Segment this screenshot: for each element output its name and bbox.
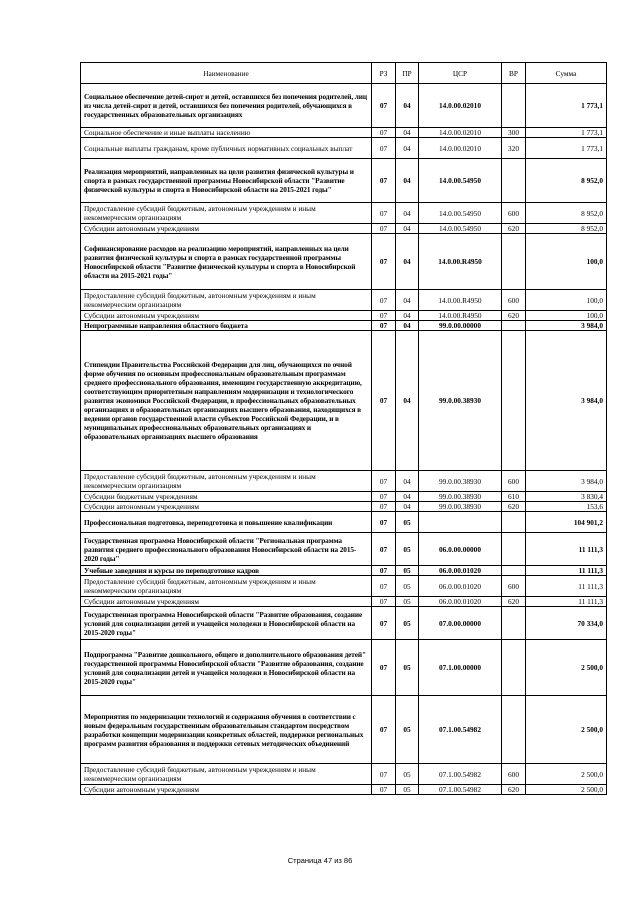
cell-vr bbox=[502, 512, 526, 533]
cell-name: Непрограммные направления областного бюджета bbox=[81, 321, 372, 331]
cell-name: Субсидии бюджетным учреждениям bbox=[81, 492, 372, 502]
cell-pr: 05 bbox=[396, 533, 419, 566]
cell-vr bbox=[502, 640, 526, 696]
cell-sum: 8 952,0 bbox=[526, 203, 607, 224]
cell-vr bbox=[502, 234, 526, 290]
cell-vr: 600 bbox=[502, 471, 526, 492]
table-row bbox=[81, 576, 607, 597]
cell-rz: 07 bbox=[372, 533, 396, 566]
header-name: Наименование bbox=[81, 63, 372, 84]
cell-rz: 07 bbox=[372, 471, 396, 492]
cell-sum: 8 952,0 bbox=[526, 224, 607, 234]
cell-vr bbox=[502, 331, 526, 471]
budget-table bbox=[80, 62, 607, 795]
cell-rz: 07 bbox=[372, 502, 396, 512]
cell-name: Предоставление субсидий бюджетным, автономным учреждениям и иным некоммерческим организациям bbox=[81, 203, 372, 224]
cell-sum: 11 111,3 bbox=[526, 576, 607, 597]
table-row bbox=[81, 492, 607, 502]
cell-csr: 07.1.00.00000 bbox=[419, 640, 502, 696]
cell-vr bbox=[502, 607, 526, 640]
table-row bbox=[81, 512, 607, 533]
table-row bbox=[81, 764, 607, 785]
cell-name: Предоставление субсидий бюджетным, автономным учреждениям и иным некоммерческим организациям bbox=[81, 290, 372, 311]
cell-csr: 99.0.00.38930 bbox=[419, 331, 502, 471]
table-row bbox=[81, 533, 607, 566]
cell-name: Предоставление субсидий бюджетным, автономным учреждениям и иным некоммерческим организациям bbox=[81, 764, 372, 785]
cell-sum: 1 773,1 bbox=[526, 84, 607, 128]
cell-pr: 04 bbox=[396, 471, 419, 492]
cell-name: Субсидии автономным учреждениям bbox=[81, 224, 372, 234]
cell-sum: 2 500,0 bbox=[526, 640, 607, 696]
cell-rz: 07 bbox=[372, 696, 396, 764]
cell-csr: 99.0.00.00000 bbox=[419, 321, 502, 331]
cell-rz: 07 bbox=[372, 290, 396, 311]
cell-csr: 99.0.00.38930 bbox=[419, 502, 502, 512]
cell-sum: 1 773,1 bbox=[526, 128, 607, 138]
cell-csr: 06.0.00.01020 bbox=[419, 576, 502, 597]
table-row bbox=[81, 128, 607, 138]
cell-pr: 04 bbox=[396, 502, 419, 512]
cell-csr: 07.1.00.54982 bbox=[419, 764, 502, 785]
table-row bbox=[81, 696, 607, 764]
cell-rz: 07 bbox=[372, 597, 396, 607]
cell-csr: 06.0.00.01020 bbox=[419, 566, 502, 576]
cell-csr: 99.0.00.38930 bbox=[419, 492, 502, 502]
cell-sum: 153,6 bbox=[526, 502, 607, 512]
cell-sum: 2 500,0 bbox=[526, 764, 607, 785]
cell-sum: 11 111,3 bbox=[526, 533, 607, 566]
cell-vr: 620 bbox=[502, 597, 526, 607]
cell-rz: 07 bbox=[372, 84, 396, 128]
cell-name: Стипендии Правительства Российской Федерации для лиц, обучающихся по очной форме обучения по основным профессиональным образовательным программам среднего профессионального образования, имеющим государственную аккредитацию, соответствующим приоритетным направлениям модернизации и технологического развития экономики Российской Федерации, в профессиональных образовательных организациях и образовательных организациях высшего образования, находящихся в ведении органов государственной власти субъектов Российской Федерации, и в муниципальных профессиональных образовательных организациях и образовательных организациях высшего образования bbox=[81, 331, 372, 471]
cell-pr: 04 bbox=[396, 224, 419, 234]
cell-name: Социальное обеспечение детей-сирот и детей, оставшихся без попечения родителей, лиц из числа детей-сирот и детей, оставшихся без попечения родителей, обучающихся в государственных образовательных организациях bbox=[81, 84, 372, 128]
cell-rz: 07 bbox=[372, 640, 396, 696]
cell-csr: 14.0.00.R4950 bbox=[419, 311, 502, 321]
cell-vr: 600 bbox=[502, 764, 526, 785]
cell-name: Предоставление субсидий бюджетным, автономным учреждениям и иным некоммерческим организациям bbox=[81, 471, 372, 492]
cell-csr: 07.0.00.00000 bbox=[419, 607, 502, 640]
cell-sum: 70 334,0 bbox=[526, 607, 607, 640]
cell-vr: 620 bbox=[502, 311, 526, 321]
cell-pr: 05 bbox=[396, 696, 419, 764]
cell-pr: 04 bbox=[396, 492, 419, 502]
cell-sum: 3 984,0 bbox=[526, 331, 607, 471]
cell-pr: 04 bbox=[396, 203, 419, 224]
cell-name: Субсидии автономным учреждениям bbox=[81, 311, 372, 321]
cell-csr: 14.0.00.54950 bbox=[419, 224, 502, 234]
cell-csr: 07.1.00.54982 bbox=[419, 785, 502, 795]
cell-name: Реализация мероприятий, направленных на цели развития физической культуры и спорта в рамках государственной программы Новосибирской области "Развитие физической культуры и спорта в Новосибирской области на 2015-2021 годы" bbox=[81, 159, 372, 203]
cell-pr: 05 bbox=[396, 597, 419, 607]
cell-pr: 04 bbox=[396, 321, 419, 331]
cell-pr: 05 bbox=[396, 576, 419, 597]
cell-pr: 04 bbox=[396, 159, 419, 203]
cell-pr: 05 bbox=[396, 512, 419, 533]
cell-rz: 07 bbox=[372, 311, 396, 321]
cell-rz: 07 bbox=[372, 331, 396, 471]
cell-csr: 14.0.00.02010 bbox=[419, 84, 502, 128]
cell-rz: 07 bbox=[372, 566, 396, 576]
cell-pr: 05 bbox=[396, 764, 419, 785]
cell-rz: 07 bbox=[372, 138, 396, 159]
cell-name: Подпрограмма "Развитие дошкольного, общего и дополнительного образования детей" государственной программы Новосибирской области "Развитие образования, создание условий для социализации детей и учащейся молодежи в Новосибирской области на 2015-2020 годы" bbox=[81, 640, 372, 696]
table-row bbox=[81, 640, 607, 696]
cell-vr: 300 bbox=[502, 128, 526, 138]
cell-sum: 2 500,0 bbox=[526, 785, 607, 795]
table-row bbox=[81, 311, 607, 321]
cell-vr bbox=[502, 159, 526, 203]
cell-pr: 05 bbox=[396, 607, 419, 640]
cell-vr: 600 bbox=[502, 203, 526, 224]
cell-csr: 14.0.00.02010 bbox=[419, 138, 502, 159]
cell-rz: 07 bbox=[372, 128, 396, 138]
cell-pr: 04 bbox=[396, 290, 419, 311]
cell-rz: 07 bbox=[372, 785, 396, 795]
cell-pr: 04 bbox=[396, 84, 419, 128]
cell-name: Мероприятия по модернизации технологий и содержания обучения в соответствии с новым федеральным государственным образовательным стандартом посредством разработки концепции модернизации конкретных областей, поддержки региональных программ развития образования и поддержки сетевых методических объединений bbox=[81, 696, 372, 764]
cell-sum: 100,0 bbox=[526, 311, 607, 321]
cell-rz: 07 bbox=[372, 159, 396, 203]
table-row bbox=[81, 234, 607, 290]
cell-vr: 620 bbox=[502, 224, 526, 234]
cell-name: Субсидии автономным учреждениям bbox=[81, 502, 372, 512]
cell-name: Предоставление субсидий бюджетным, автономным учреждениям и иным некоммерческим организациям bbox=[81, 576, 372, 597]
table-row bbox=[81, 159, 607, 203]
cell-vr bbox=[502, 696, 526, 764]
cell-vr: 600 bbox=[502, 576, 526, 597]
cell-vr: 320 bbox=[502, 138, 526, 159]
cell-pr: 04 bbox=[396, 128, 419, 138]
cell-rz: 07 bbox=[372, 234, 396, 290]
cell-rz: 07 bbox=[372, 512, 396, 533]
cell-pr: 05 bbox=[396, 566, 419, 576]
table-row bbox=[81, 566, 607, 576]
table-row bbox=[81, 502, 607, 512]
cell-csr: 07.1.00.54982 bbox=[419, 696, 502, 764]
cell-name: Софинансирование расходов на реализацию мероприятий, направленных на цели развития физической культуры и спорта в рамках государственной программы Новосибирской области "Развитие физической культуры и спорта в Новосибирской области на 2015-2021 годы" bbox=[81, 234, 372, 290]
table-row bbox=[81, 471, 607, 492]
cell-pr: 04 bbox=[396, 234, 419, 290]
cell-vr: 610 bbox=[502, 492, 526, 502]
cell-vr: 620 bbox=[502, 785, 526, 795]
header-pr: ПР bbox=[396, 63, 419, 84]
cell-sum: 11 111,3 bbox=[526, 566, 607, 576]
cell-csr bbox=[419, 512, 502, 533]
cell-sum: 3 830,4 bbox=[526, 492, 607, 502]
table-header-row bbox=[81, 63, 607, 84]
cell-rz: 07 bbox=[372, 203, 396, 224]
cell-vr bbox=[502, 321, 526, 331]
table-row bbox=[81, 607, 607, 640]
cell-csr: 14.0.00.54950 bbox=[419, 159, 502, 203]
cell-pr: 05 bbox=[396, 785, 419, 795]
cell-vr: 620 bbox=[502, 502, 526, 512]
cell-csr: 14.0.00.02010 bbox=[419, 128, 502, 138]
cell-sum: 3 984,0 bbox=[526, 321, 607, 331]
cell-name: Субсидии автономным учреждениям bbox=[81, 785, 372, 795]
cell-sum: 11 111,3 bbox=[526, 597, 607, 607]
cell-rz: 07 bbox=[372, 576, 396, 597]
table-row bbox=[81, 321, 607, 331]
table-row bbox=[81, 785, 607, 795]
cell-name: Субсидии автономным учреждениям bbox=[81, 597, 372, 607]
cell-name: Профессиональная подготовка, переподготовка и повышение квалификации bbox=[81, 512, 372, 533]
page-footer: Страница 47 из 86 bbox=[287, 856, 353, 865]
cell-name: Учебные заведения и курсы по переподготовке кадров bbox=[81, 566, 372, 576]
cell-rz: 07 bbox=[372, 607, 396, 640]
header-sum: Сумма bbox=[526, 63, 607, 84]
header-rz: РЗ bbox=[372, 63, 396, 84]
cell-name: Социальное обеспечение и иные выплаты населению bbox=[81, 128, 372, 138]
cell-csr: 14.0.00.54950 bbox=[419, 203, 502, 224]
cell-vr bbox=[502, 84, 526, 128]
cell-rz: 07 bbox=[372, 321, 396, 331]
cell-csr: 14.0.00.R4950 bbox=[419, 234, 502, 290]
cell-name: Социальные выплаты гражданам, кроме публичных нормативных социальных выплат bbox=[81, 138, 372, 159]
table-row bbox=[81, 290, 607, 311]
header-csr: ЦСР bbox=[419, 63, 502, 84]
cell-name: Государственная программа Новосибирской области "Региональная программа развития среднего профессионального образования Новосибирской области на 2015-2020 годы" bbox=[81, 533, 372, 566]
cell-pr: 05 bbox=[396, 640, 419, 696]
cell-rz: 07 bbox=[372, 492, 396, 502]
cell-sum: 100,0 bbox=[526, 290, 607, 311]
cell-sum: 1 773,1 bbox=[526, 138, 607, 159]
table-row bbox=[81, 203, 607, 224]
cell-csr: 99.0.00.38930 bbox=[419, 471, 502, 492]
cell-csr: 14.0.00.R4950 bbox=[419, 290, 502, 311]
cell-pr: 04 bbox=[396, 331, 419, 471]
cell-sum: 8 952,0 bbox=[526, 159, 607, 203]
cell-sum: 2 500,0 bbox=[526, 696, 607, 764]
table-row bbox=[81, 597, 607, 607]
cell-pr: 04 bbox=[396, 311, 419, 321]
cell-rz: 07 bbox=[372, 224, 396, 234]
cell-csr: 06.0.00.01020 bbox=[419, 597, 502, 607]
cell-name: Государственная программа Новосибирской области "Развитие образования, создание условий для социализации детей и учащейся молодежи в Новосибирской области на 2015-2020 годы" bbox=[81, 607, 372, 640]
cell-rz: 07 bbox=[372, 764, 396, 785]
cell-vr bbox=[502, 533, 526, 566]
cell-sum: 104 901,2 bbox=[526, 512, 607, 533]
cell-sum: 100,0 bbox=[526, 234, 607, 290]
cell-csr: 06.0.00.00000 bbox=[419, 533, 502, 566]
cell-vr bbox=[502, 566, 526, 576]
table-row bbox=[81, 84, 607, 128]
table-row bbox=[81, 331, 607, 471]
cell-sum: 3 984,0 bbox=[526, 471, 607, 492]
table-row bbox=[81, 138, 607, 159]
header-vr: ВР bbox=[502, 63, 526, 84]
cell-vr: 600 bbox=[502, 290, 526, 311]
cell-pr: 04 bbox=[396, 138, 419, 159]
table-row bbox=[81, 224, 607, 234]
